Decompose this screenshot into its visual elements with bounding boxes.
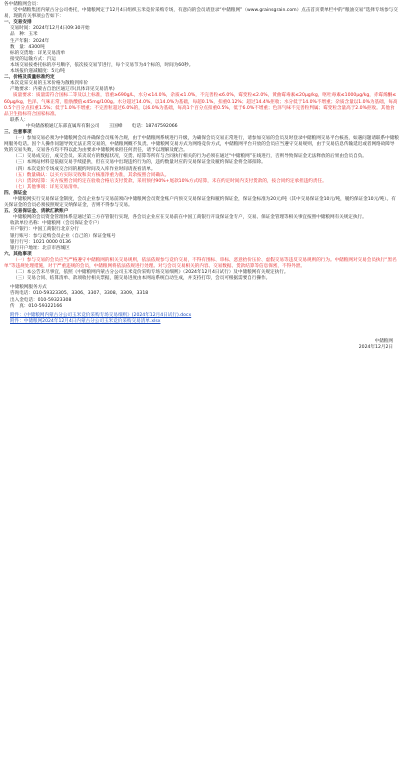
trade-item: 标的交货地：详见交易清单 [10,50,66,56]
trade-items [4,26,399,75]
account-intro: 中储粮网的会员资金管理体系是通过第三方存管银行实现，各会员企业应在交易前在中国工商银行开设保证金专户，交易、保证金管理等相关事宜按照中储粮网有关规定执行。 [13,215,367,221]
account-field: 收款单位名称：中储粮网（会员保证金专户） [10,221,102,227]
note-item: （一）参加交易必须为中储粮网会员并确保会员账务合规，由于中储粮网系统进行升级，为确保会员交易正常进行，请参加交易的会员及时登录中储粮网交易平台核查，如遇问题请联系中储粮网服务电话。因个人操作问题导致无法正常交易的，中储粮网概不负责。中储粮网交易方式为网络竞价方式，中储粮网平台开放的会员应当遵守交易规则，由于交易信息传输延迟或者网络故障导致的交易失败，交易各方均不得以此为由要求中储粮网承担任何责任，请予以理解及配合。 [4,136,399,154]
announcement-document [0,0,403,351]
attachment-link-rules[interactable]: 附件：《中储粮网内蒙古分公司玉米竞价采购专场交易细则》(2024年12月4日试行).docx [10,312,192,318]
note-item: （四）本次竞价专场成交合同的履约时间及入库作业时间请查看清单。 [13,166,156,172]
trade-item: 生产年限：2024年 [10,38,50,44]
price-note: 本次竞采交易的玉米价格为散粮到库价 [10,81,89,87]
intro-paragraph: 受中储粮集团内蒙古分公司委托，中储粮网定于12月4日组织玉米竞价采购专场，有意向的会员请登录“中储粮网”（www.grainsgrain.com）点击首页菜单栏中的“粮油交易”选择专场参与交易，现就有关事项公告如下： [4,8,398,20]
quality-requirement: 质量要求：质量需符合国标二等及以上标准，容重≥690g/L，水分≤14.0%，杂质≤1.0%，不完善粒≤6.0%，霉变粒≤2.0%，黄曲霉毒素≤20μg/kg，呕吐毒素≤1000μg/kg，赤霉烯酮≤60μg/kg，色泽、气味正常，脂肪酸值≤45mg/100g。水分超过14.0%，以14.0%为基础，每超0.1%，扣重0.12%；超过14.4%拒收；水分低于14.0%不增重；杂质含量以1.0%为基础，每高0.5个百分点扣重1.5%；低于1.0%不增重；不完善粒超过6.0%的，以6.0%为基础，每高1个百分点扣重0.5%，低于6.0%不增重；色泽气味不完善粒判属；霉变粒含量高于2.0%拒收。其他食品卫生指标符合国家标准。 [4,93,398,117]
account-field: 银行行号：1021 0000 0136 [10,239,71,245]
contact-line: 中央储备粮通辽东部直属库有限公司 王国峰 电话：18747592066 [26,123,178,129]
note-item: （二）交易成交后，成交会员、采卖双方的数据状况，交货、结算等所有与合同执行相关的行为必须在通过“中储粮网”在线进行，否则导致保证金无法释放的后果由会员自负。 [13,154,367,160]
trade-item: 品 种：玉米 [10,32,38,38]
other-item-red: （一）参与交易的会员应当严格遵守中储粮网的相关交易规则，依法依规参与竞价交易，不得有围标、串标、恶意抬价压价、虚假交易等违反交易规则的行为。中储粮网对交易会员执行“黑名单”等违规处理措施，对于严重违规的会员，中储粮网将依法依规进行处理。对与会员交易相关的内容、交易数据、货款结算等信息保密，不得外泄。 [4,257,397,270]
account-field: 银行开户地址：北京市西城区 [10,245,70,251]
issue-date: 2024年12月2日 [358,344,393,350]
section-other: 六、其他事项 [4,251,32,257]
contact-label: 联系人： [10,117,29,123]
trade-item: 本场交易按委托标的序号顺序，依次按交易节进行，每个交易节为4个标的，时间为60秒。 [10,62,194,68]
deposit-text: 中储粮网实行交易保证金制度，会员企业参与交易前须向中储粮网会员资金账户内预交交易保证金和履约保证金，保证金标准为20元/吨（其中交易保证金10元/吨，履约保证金10元/吨）。有关保证金的会员必须按照规定交纳保证金，否则不得参与交易。 [4,197,396,209]
section-notes: 三、注意事项 [4,129,32,135]
other-item: （三）交易合同、结算清单、款项收付相关票据，随交易进度由本网站系统自动生成，并支持打印，会员可根据需要自行操作。 [13,276,271,282]
other-item: （二）本公告未尽事宜，依照《中储粮网内蒙古分公司玉米竞价采购专场交易细则》（2024年12月4日试行）及中储粮网有关规定执行。 [13,270,289,276]
greeting: 各中储粮网会员： [4,2,41,7]
phone-line: 咨询电话：010-59323305、3306、3307、3308、3309、3318 [10,291,149,297]
fax-line: 传 真：010-59322166 [10,303,63,309]
note-item: （六）货款结算：买方按照合同约定在验收合格后支付货款，采用预付90%+尾款10%方式结算，未在约定时间内支付货款的，按合同约定承担违约责任。 [13,178,327,184]
section-deposit: 四、保证金 [4,190,27,196]
section-account: 五、交易保证金、货款汇款账户 [4,209,69,215]
attachment-link-list[interactable]: 附件：中储粮网2024年12月4日内蒙古分公司玉米竞价采购交易清单.xlsx [10,318,161,324]
section-price-quality: 二、价格及质量标准约定 [4,75,55,81]
note-item: （五）数量确认：以买方实际交收和卖方核准净重为准，其余按照合同确认。 [13,172,170,178]
note-item: （三）本网站材料是依据交易手续提供，但在交易中出现违约行为的，违约数量对应的交易保证金及履约保证金将全部扣除。 [13,160,266,166]
warehouse-phone-line: 出入金电话：010-59323308 [10,297,72,303]
trade-item: 数 量：4300吨 [10,44,45,50]
account-field: 银行账号：参与竞购会员企业（自己的）保证金账号 [10,233,116,239]
service-title: 中储粮网服务方式 [10,285,47,291]
signature: 中储粮网 [374,338,393,344]
account-field: 开户银行：中国工商银行北京分行 [10,227,79,233]
trade-item: 接受的运输方式：汽运 [10,56,56,62]
trade-item: 本场报价递减幅度：5元/吨 [10,69,66,75]
note-item: （七）其他事项：详见交易清单。 [13,184,82,190]
section-trade-arrangement: 一、交易安排 [4,20,32,26]
trade-item: 交易时间：2024年12月4日09:30开始 [10,26,90,32]
origin-requirement: 产地要求：内蒙古自治区通辽市(具体详见交易清单) [10,87,115,93]
